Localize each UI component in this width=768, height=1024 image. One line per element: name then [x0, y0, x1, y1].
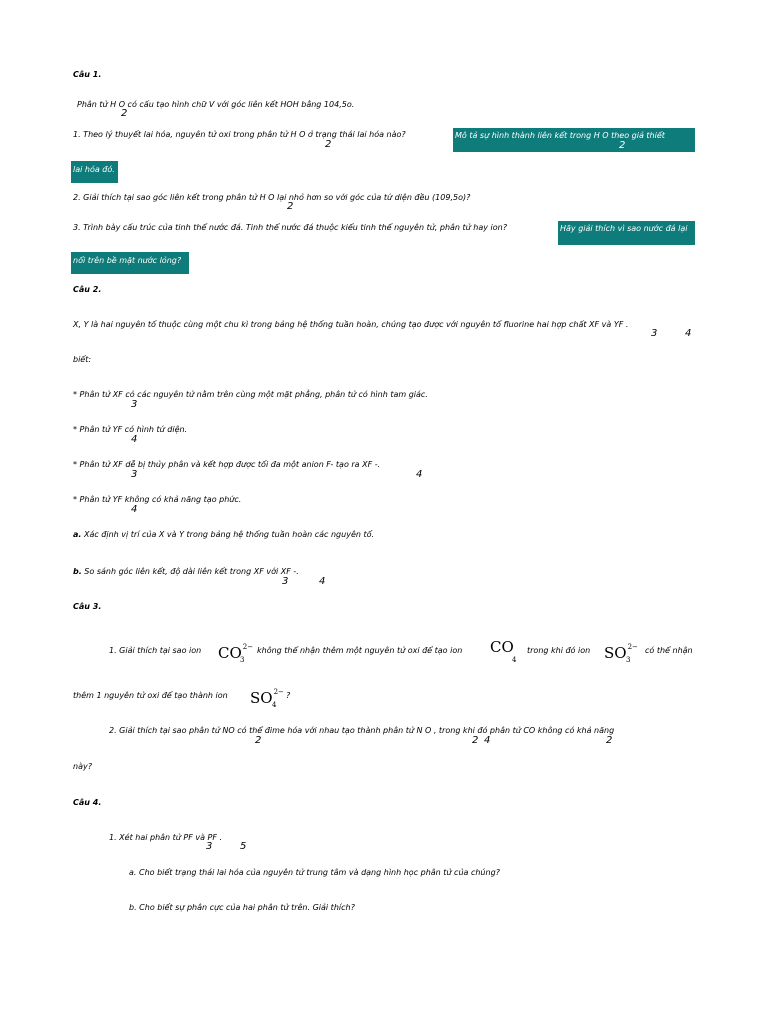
question-4-part-1: 1. Xét hai phân tử PF và PF .	[109, 833, 223, 842]
subscript: 3	[651, 328, 658, 339]
question-1-part-2: 2. Giải thích tại sao góc liên kết trong phân tử H O lại nhỏ hơn so với góc của tứ diện đều (109,5o)?	[73, 193, 471, 202]
part-text: Xác định vị trí của X và Y trong bảng hệ thống tuần hoàn các nguyên tố.	[81, 530, 375, 539]
highlight-block	[453, 128, 695, 152]
subscript: 2	[255, 735, 262, 746]
question-2-title: Câu 2.	[73, 285, 102, 294]
subscript: 4	[131, 504, 138, 515]
question-1-part-1: 1. Theo lý thuyết lai hóa, nguyên tử oxi trong phân tử H O ở trạng thái lai hóa nào?	[73, 130, 406, 139]
subscript: 2	[121, 108, 128, 119]
subscript: 2	[287, 201, 294, 212]
question-mark: ?	[286, 691, 291, 700]
part-label: a.	[73, 530, 82, 539]
subscript: 4	[685, 328, 692, 339]
subscript: 2	[606, 735, 613, 746]
question-4-title: Câu 4.	[73, 798, 102, 807]
question-3-part-2-cont: này?	[73, 762, 92, 771]
question-3-part-1-cont: có thể nhận	[645, 646, 693, 655]
subscript: 3	[131, 399, 138, 410]
subscript: 4	[416, 469, 423, 480]
question-4-part-a: a. Cho biết trạng thái lai hóa của nguyên tử trung tâm và dạng hình học phân tử của chúng?	[129, 868, 500, 877]
question-2-part-a	[73, 529, 374, 541]
highlight-block	[71, 252, 189, 274]
subscript: 2	[619, 140, 626, 151]
subscript: 3	[131, 469, 138, 480]
bullet-4: * Phân tử YF không có khả năng tạo phức.	[73, 495, 242, 504]
highlight-text: Mô tả sự hình thành liên kết trong H O theo giả thiết	[455, 131, 665, 140]
question-3-title: Câu 3.	[73, 602, 102, 611]
subscript: 2	[325, 139, 332, 150]
ion-formula-co4: CO 4	[490, 638, 517, 664]
bullet-1: * Phân tử XF có các nguyên tử nằm trên cùng một mặt phẳng, phân tử có hình tam giác.	[73, 390, 428, 399]
ion-formula-co3: $CO^{2-}$ 3	[218, 643, 254, 664]
question-3-part-1: 1. Giải thích tại sao ion	[109, 646, 202, 655]
subscript: 4	[131, 434, 138, 445]
highlight-block	[558, 221, 695, 245]
highlight-block	[71, 161, 118, 183]
ion-formula-so4: $SO^{2-}$ 4	[250, 688, 284, 709]
question-3-part-1-cont: trong khi đó ion	[527, 646, 591, 655]
bullet-3: * Phân tử XF dễ bị thủy phân và kết hợp được tối đa một anion F- tạo ra XF -.	[73, 460, 381, 469]
highlight-text: lai hóa đó.	[73, 165, 115, 174]
subscript: 2	[472, 735, 479, 746]
part-text: So sánh góc liên kết, độ dài liên kết trong XF với XF -.	[81, 567, 299, 576]
question-2-intro: X, Y là hai nguyên tố thuộc cùng một chu kì trong bảng hệ thống tuần hoàn, chúng tạo được với nguyên tố fluorine hai hợp chất XF và YF .	[73, 320, 629, 329]
question-2-part-b	[73, 566, 299, 578]
ion-formula-so3: $SO^{2-}$ 3	[604, 643, 638, 664]
highlight-text: Hãy giải thích vì sao nước đá lại	[560, 224, 688, 233]
question-1-title: Câu 1.	[73, 70, 102, 79]
question-3-part-2: 2. Giải thích tại sao phân tử NO có thể đime hóa với nhau tạo thành phân tử N O , trong khi đó phân tử CO không có khả năng	[109, 726, 615, 735]
subscript: 4	[319, 576, 326, 587]
question-1-intro: Phân tử H O có cấu tạo hình chữ V với góc liên kết HOH bằng 104,5o.	[77, 100, 355, 109]
highlight-text: nổi trên bề mặt nước lỏng?	[73, 256, 182, 265]
bullet-2: * Phân tử YF có hình tứ diện.	[73, 425, 188, 434]
part-label: b.	[73, 567, 82, 576]
question-3-part-1-cont: thêm 1 nguyên tử oxi để tạo thành ion	[73, 691, 228, 700]
subscript: 5	[240, 841, 247, 852]
subscript: 3	[206, 841, 213, 852]
subscript: 4	[484, 735, 491, 746]
question-1-part-3: 3. Trình bày cấu trúc của tinh thể nước đá. Tinh thể nước đá thuộc kiểu tinh thể nguyên tử, phân tử hay ion?	[73, 223, 507, 232]
question-4-part-b: b. Cho biết sự phân cực của hai phân tử trên. Giải thích?	[129, 903, 355, 912]
subscript: 3	[282, 576, 289, 587]
question-2-intro-cont: biết:	[73, 355, 92, 364]
question-3-part-1-cont: không thể nhận thêm một nguyên tử oxi để tạo ion	[257, 646, 463, 655]
